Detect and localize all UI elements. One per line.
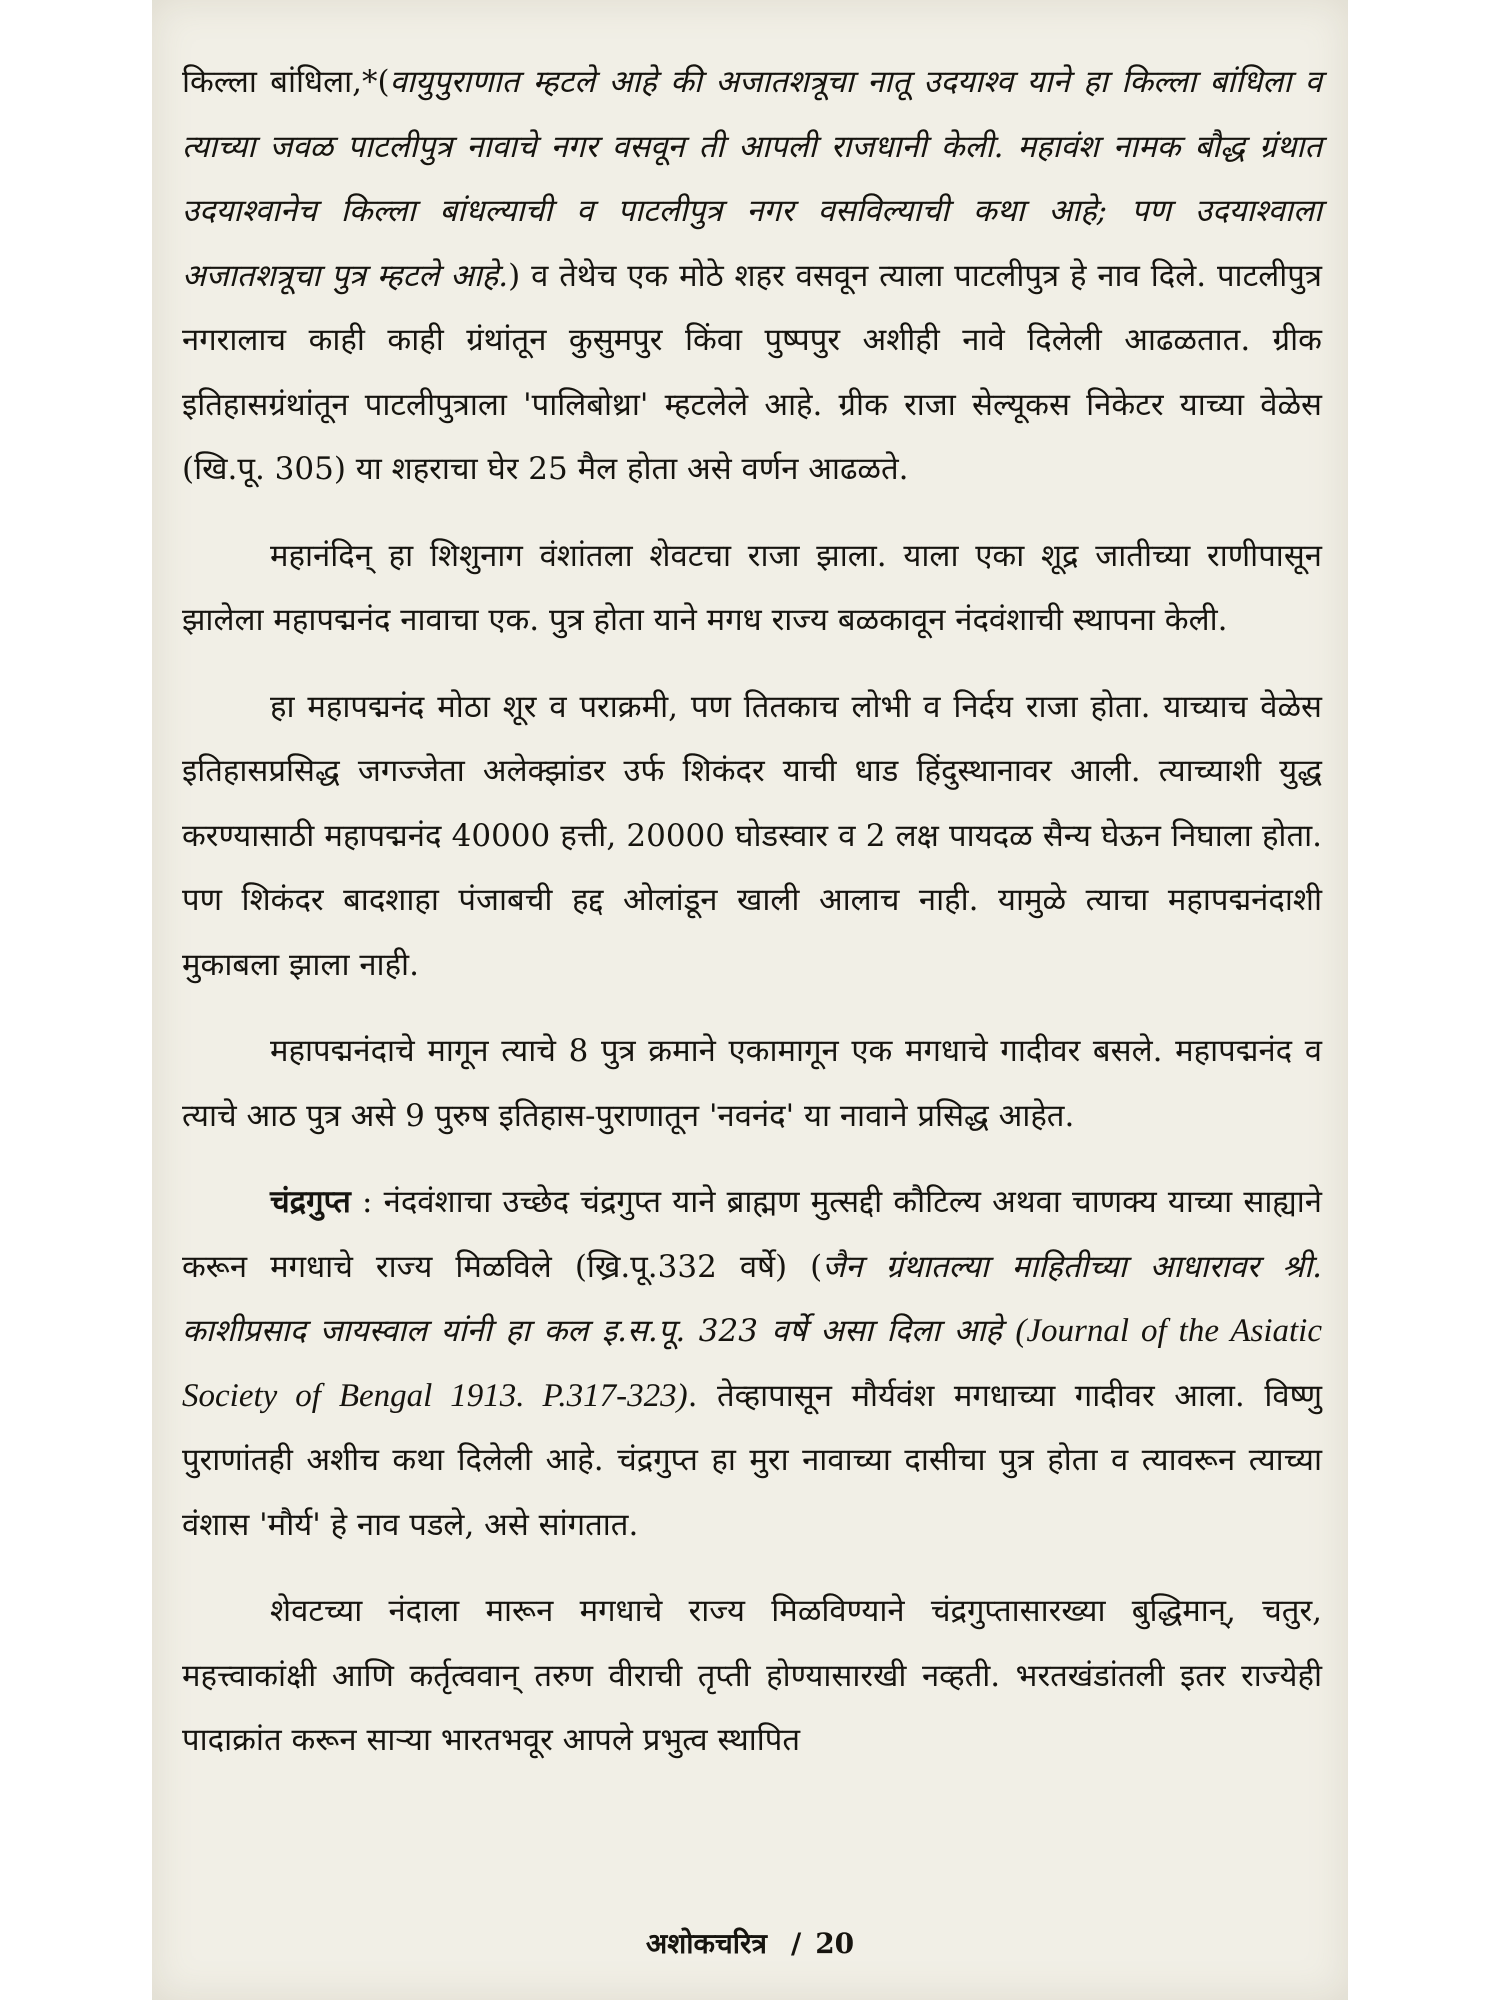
text-run: महानंदिन् हा शिशुनाग वंशांतला शेवटचा राजा झाला. याला एका शूद्र जातीच्या राणीपासून झालेला महापद्मनंद नावाचा एक. पुत्र होता याने मगध राज्य बळकावून नंदवंशाची स्थापना केली. — [182, 537, 1322, 638]
paragraph-6 — [182, 1579, 1322, 1773]
paragraph-gap — [182, 997, 1322, 1019]
text-run: शेवटच्या नंदाला मारून मगधाचे राज्य मिळविण्याने चंद्रगुप्तासारख्या बुद्धिमान्, चतुर, महत्त्वाकांक्षी आणि कर्तृत्ववान् तरुण वीराची तृप्ती होण्यासारखी नव्हती. भरतखंडांतली इतर राज्येही पादाक्रांत करून साऱ्या भारतभवूर आपले प्रभुत्व स्थापित — [182, 1593, 1322, 1758]
text-run: . तेव्हापासून मौर्यवंश मगधाच्या गादीवर आला. विष्णु पुराणांतही अशीच कथा दिलेली आहे. चंद्रगुप्त हा मुरा नावाच्या दासीचा पुत्र होता व त्यावरून त्याच्या वंशास 'मौर्य' हे नाव पडले, असे सांगतात. — [182, 1377, 1322, 1543]
book-title: अशोकचरित्र — [645, 1927, 767, 1960]
text-run: महापद्मनंदाचे मागून त्याचे 8 पुत्र क्रमाने एकामागून एक मगधाचे गादीवर बसले. महापद्मनंद व त्याचे आठ पुत्र असे 9 पुरुष इतिहास-पुराणातून 'नवनंद' या नावाने प्रसिद्ध आहेत. — [182, 1033, 1322, 1134]
text-run: किल्ला बांधिला,*( — [182, 64, 390, 100]
italic-note-text: वायुपुराणात म्हटले आहे की अजातशत्रूचा नातू उदयाश्व याने हा किल्ला बांधिला व त्याच्या जवळ पाटलीपुत्र नावाचे नगर वसवून ती आपली राजधानी केली. महावंश नामक बौद्ध ग्रंथात उदयाश्वानेच किल्ला बांधल्याची व पाटलीपुत्र नगर वसविल्याची कथा आहे; पण उदयाश्वाला अजातशत्रूचा पुत्र म्हटले आहे. — [182, 64, 1323, 294]
text-run: ) व तेथेच एक मोठे शहर वसवून त्याला पाटलीपुत्र हे नाव दिले. पाटलीपुत्र नगरालाच काही काही ग्रंथांतून कुसुमपुर किंवा पुष्पपुर अशीही नावे दिलेली आढळतात. ग्रीक इतिहासग्रंथांतून पाटलीपुत्राला 'पालिबोथ्रा' म्हटलेले आहे. ग्रीक राजा सेल्यूकस निकेटर याच्या वेळेस (खि.पू. 305) या शहराचा घेर 25 मैल होता असे वर्णन आढळते. — [182, 257, 1322, 487]
italic-note-text: जैन ग्रंथातल्या माहितीच्या आधारावर श्री. काशीप्रसाद जायस्वाल यांनी हा कल इ.स.पू. 323 वर्षे असा दिला आहे — [182, 1248, 1323, 1349]
paragraph-2 — [182, 524, 1322, 653]
paragraph-gap — [182, 1557, 1322, 1579]
paragraph-4 — [182, 1019, 1322, 1148]
page-number: 20 — [815, 1927, 855, 1960]
paragraph-1 — [182, 50, 1322, 502]
journal-citation: (Journal of the Asiatic Society of Bengal 1913. P.317-323) — [182, 1313, 1322, 1414]
text-run: हा महापद्मनंद मोठा शूर व पराक्रमी, पण तितकाच लोभी व निर्दय राजा होता. याच्याच वेळेस इतिहासप्रसिद्ध जगज्जेता अलेक्झांडर उर्फ शिकंदर याची धाड हिंदुस्थानावर आली. त्याच्याशी युद्ध करण्यासाठी महापद्मनंद 40000 हत्ती, 20000 घोडस्वार व 2 लक्ष पायदळ सैन्य घेऊन निघाला होता. पण शिकंदर बादशाहा पंजाबची हद्द ओलांडून खाली आलाच नाही. यामुळे त्याचा महापद्मनंदाशी मुकाबला झाला नाही. — [182, 688, 1322, 983]
text-run: : नंदवंशाचा उच्छेद चंद्रगुप्त याने ब्राह्मण मुत्सद्दी कौटिल्य अथवा चाणक्य याच्या साह्याने करून मगधाचे राज्य मिळविले (ख्रि.पू.332 वर्षे) ( — [182, 1184, 1322, 1285]
footer-separator: / — [790, 1927, 802, 1960]
paragraph-3 — [182, 675, 1322, 998]
paragraph-gap — [182, 653, 1322, 675]
body-text — [182, 50, 1322, 1773]
paragraph-5 — [182, 1170, 1322, 1557]
page-footer — [152, 1924, 1348, 1962]
book-page — [152, 0, 1348, 2000]
section-heading-chandragupta: चंद्रगुप्त — [270, 1184, 351, 1220]
paragraph-gap — [182, 1148, 1322, 1170]
paragraph-gap — [182, 502, 1322, 524]
